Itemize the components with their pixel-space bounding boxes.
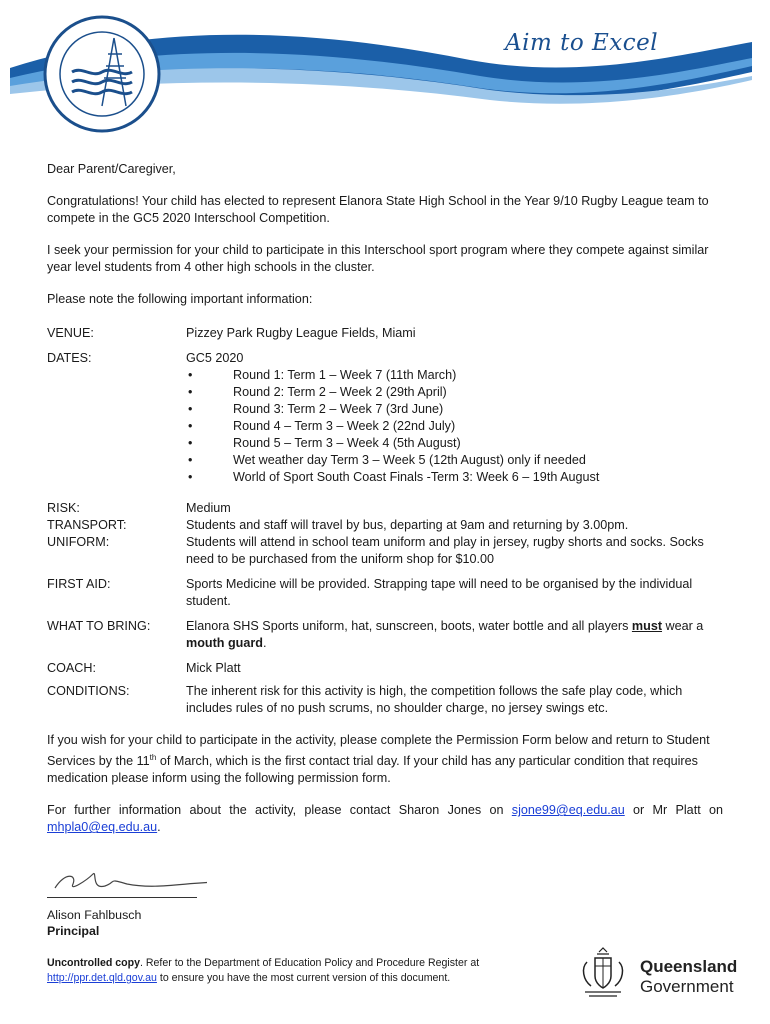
contact-paragraph: For further information about the activity, please contact Sharon Jones on sjone99@eq.edu.au or Mr Platt on mhpla0@eq.edu.au. xyxy=(47,803,723,835)
signature-image xyxy=(47,860,207,900)
transport-value: Students and staff will travel by bus, departing at 9am and returning by 3.00pm. xyxy=(186,518,629,532)
signatory-name: Alison Fahlbusch xyxy=(47,908,142,922)
government-wordmark-line2: Government xyxy=(640,977,734,996)
must-emphasis: must xyxy=(631,619,663,633)
coach-label: COACH: xyxy=(47,661,96,675)
dates-row xyxy=(47,350,723,486)
coach-value: Mick Platt xyxy=(186,661,241,675)
permission-paragraph: I seek your permission for your child to participate in this Interschool sport program where they compete against similar year level students from 4 other high schools in the cluster. xyxy=(47,243,709,274)
uncontrolled-copy-label: Uncontrolled copy xyxy=(47,957,140,969)
transport-row xyxy=(47,517,723,534)
conditions-label: CONDITIONS: xyxy=(47,684,130,698)
first-aid-value: Sports Medicine will be provided. Strapping tape will need to be organised by the individual student. xyxy=(186,577,693,608)
mouth-guard-emphasis: mouth guard xyxy=(186,636,263,650)
venue-row xyxy=(47,325,723,342)
document-footer: Uncontrolled copy. Refer to the Department of Education Policy and Procedure Register at http://ppr.det.qld.gov.au to ensure you have the most current version of this document. xyxy=(47,957,480,984)
what-to-bring-label: WHAT TO BRING: xyxy=(47,619,151,633)
date-item: • World of Sport South Coast Finals -Term 3: Week 6 – 19th August xyxy=(186,469,723,486)
date-item: • Round 5 – Term 3 – Week 4 (5th August) xyxy=(186,435,723,452)
school-motto: Aim to Excel xyxy=(505,30,659,56)
date-item: • Round 2: Term 2 – Week 2 (29th April) xyxy=(186,384,723,401)
uniform-row xyxy=(47,534,723,568)
email-link-platt[interactable]: mhpla0@eq.edu.au xyxy=(47,820,158,835)
letter-body xyxy=(47,161,723,851)
signatory-title: Principal xyxy=(47,924,100,938)
coat-of-arms-icon xyxy=(573,946,633,1002)
risk-label: RISK: xyxy=(47,501,80,515)
first-aid-label: FIRST AID: xyxy=(47,577,111,591)
date-item: • Round 1: Term 1 – Week 7 (11th March) xyxy=(186,367,723,384)
email-link-sharon[interactable]: sjone99@eq.edu.au xyxy=(511,803,625,818)
venue-label: VENUE: xyxy=(47,326,94,340)
dates-list xyxy=(186,367,723,486)
signature-line xyxy=(47,897,197,898)
conditions-row xyxy=(47,683,723,717)
intro-paragraph: Congratulations! Your child has elected to represent Elanora State High School in the Year 9/10 Rugby League team to compete in the GC5 2020 Interschool Competition. xyxy=(47,194,709,225)
note-paragraph: Please note the following important information: xyxy=(47,292,313,306)
salutation: Dear Parent/Caregiver, xyxy=(47,162,176,176)
coach-row xyxy=(47,660,723,677)
uniform-value: Students will attend in school team uniform and play in jersey, rugby shorts and socks. Socks need to be purchased from the uniform shop for $10.00 xyxy=(186,535,704,566)
uniform-label: UNIFORM: xyxy=(47,535,110,549)
risk-value: Medium xyxy=(186,501,231,515)
government-wordmark-line1: Queensland xyxy=(640,957,738,976)
venue-value: Pizzey Park Rugby League Fields, Miami xyxy=(186,326,416,340)
letterhead xyxy=(0,0,770,150)
policy-register-link[interactable]: http://ppr.det.qld.gov.au xyxy=(47,972,157,984)
government-wordmark xyxy=(640,957,737,997)
transport-label: TRANSPORT: xyxy=(47,518,127,532)
dates-heading: GC5 2020 xyxy=(186,351,244,365)
conditions-value: The inherent risk for this activity is high, the competition follows the safe play code, which includes rules of no push scrums, no shoulder charge, no jersey swings etc. xyxy=(186,684,683,715)
dates-label: DATES: xyxy=(47,351,92,365)
date-item: • Wet weather day Term 3 – Week 5 (12th August) only if needed xyxy=(186,452,723,469)
first-aid-row xyxy=(47,576,723,610)
queensland-government-logo xyxy=(573,946,751,1002)
what-to-bring-value: Elanora SHS Sports uniform, hat, sunscreen, boots, water bottle and all players must wear a mouth guard. xyxy=(186,619,704,650)
date-item: • Round 4 – Term 3 – Week 2 (22nd July) xyxy=(186,418,723,435)
signatory xyxy=(47,907,141,939)
date-item: • Round 3: Term 2 – Week 7 (3rd June) xyxy=(186,401,723,418)
risk-row xyxy=(47,500,723,517)
what-to-bring-row xyxy=(47,618,723,652)
return-form-paragraph: If you wish for your child to participate in the activity, please complete the Permission Form below and return to Student Services by the 11th of March, which is the first contact trial day. If your child has any particular condition that requires medication please inform using the following permission form. xyxy=(47,733,710,786)
school-badge-icon xyxy=(42,14,162,134)
